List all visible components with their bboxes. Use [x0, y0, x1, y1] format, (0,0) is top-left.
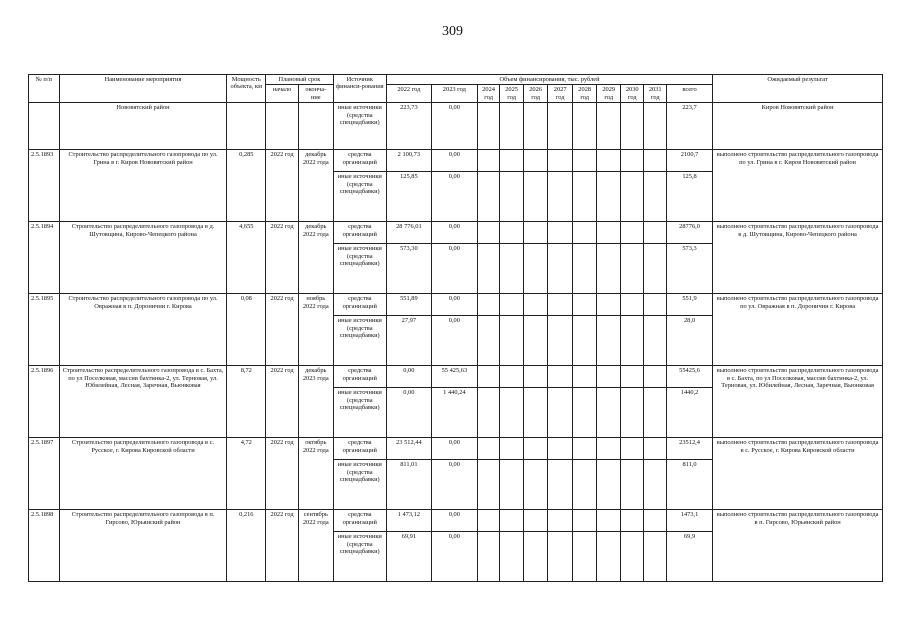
header-start: начало [266, 85, 299, 103]
cell-year [620, 222, 644, 244]
cell-year [477, 222, 499, 244]
cell-y2022: 27,97 [386, 316, 431, 366]
table-row [29, 294, 883, 316]
cell-y2023: 0,00 [431, 244, 477, 294]
cell-year [620, 244, 644, 294]
cell-year [523, 103, 548, 150]
cell-total: 811,0 [666, 460, 712, 510]
cell-year [500, 438, 524, 460]
cell-total: 573,3 [666, 244, 712, 294]
cell-year [620, 388, 644, 438]
cell-year [500, 532, 524, 582]
cell-y2022: 0,00 [386, 388, 431, 438]
header-year: 2030 год [620, 85, 644, 103]
cell-capacity: 8,72 [227, 366, 266, 438]
cell-year [477, 388, 499, 438]
header-capacity: Мощность объекта, км [227, 75, 266, 103]
cell-source: средства организаций [333, 366, 386, 388]
cell-year [644, 366, 666, 388]
cell-name: Строительство распределительного газопровода по ул. Овражная в п. Доронични г. Кирова [59, 294, 227, 366]
cell-num: 2.5.1898 [29, 510, 60, 582]
cell-start: 2022 год [266, 510, 299, 582]
cell-year [597, 244, 621, 294]
cell-year [644, 388, 666, 438]
cell-start: 2022 год [266, 222, 299, 294]
cell-year [597, 150, 621, 172]
cell-end [298, 103, 333, 150]
cell-year [477, 103, 499, 150]
cell-year [572, 366, 597, 388]
cell-year [477, 532, 499, 582]
cell-capacity: 4,72 [227, 438, 266, 510]
cell-y2023: 0,00 [431, 150, 477, 172]
table-row [29, 222, 883, 244]
cell-total: 28,0 [666, 316, 712, 366]
cell-year [548, 460, 573, 510]
cell-y2022: 573,30 [386, 244, 431, 294]
header-year: 2031 год [644, 85, 666, 103]
cell-total: 125,8 [666, 172, 712, 222]
cell-year [523, 294, 548, 316]
cell-year [523, 388, 548, 438]
cell-year [597, 316, 621, 366]
header-end: оконча-ние [298, 85, 333, 103]
header-source: Источник финанси-рования [333, 75, 386, 103]
header-year: 2022 год [386, 85, 431, 103]
cell-year [644, 532, 666, 582]
cell-source: иные источники (средства спецнадбавки) [333, 460, 386, 510]
cell-capacity: 0,285 [227, 150, 266, 222]
header-year: 2023 год [431, 85, 477, 103]
cell-capacity: 0,08 [227, 294, 266, 366]
cell-year [523, 222, 548, 244]
cell-year [548, 438, 573, 460]
cell-y2022: 811,01 [386, 460, 431, 510]
cell-name: Строительство распределительного газопровода в с. Русское, г. Кирова Кировской области [59, 438, 227, 510]
cell-year [500, 460, 524, 510]
cell-source: средства организаций [333, 510, 386, 532]
cell-year [620, 150, 644, 172]
cell-year [620, 316, 644, 366]
cell-total: 1473,1 [666, 510, 712, 532]
header-num: № п/п [29, 75, 60, 103]
cell-year [644, 244, 666, 294]
cell-num: 2.5.1897 [29, 438, 60, 510]
header-planned-term: Плановый срок [266, 75, 334, 85]
cell-y2023: 0,00 [431, 172, 477, 222]
cell-year [548, 316, 573, 366]
cell-year [548, 532, 573, 582]
cell-year [548, 294, 573, 316]
cell-year [644, 103, 666, 150]
funding-table [28, 74, 883, 582]
cell-y2022: 1 473,12 [386, 510, 431, 532]
cell-year [620, 103, 644, 150]
cell-num: 2.5.1896 [29, 366, 60, 438]
header-year: 2024 год [477, 85, 499, 103]
cell-start [266, 103, 299, 150]
cell-result: выполнено строительство распределительного газопровода по ул. Овражная в п. Доронични г. Кирова [713, 294, 883, 366]
cell-start: 2022 год [266, 366, 299, 438]
cell-year [477, 510, 499, 532]
cell-year [597, 172, 621, 222]
cell-year [548, 366, 573, 388]
cell-y2023: 0,00 [431, 438, 477, 460]
cell-year [500, 244, 524, 294]
cell-year [548, 103, 573, 150]
cell-year [572, 438, 597, 460]
cell-year [572, 532, 597, 582]
cell-y2023: 0,00 [431, 510, 477, 532]
cell-source: средства организаций [333, 150, 386, 172]
header-year: 2026 год [523, 85, 548, 103]
header-year: 2029 год [597, 85, 621, 103]
table-row [29, 438, 883, 460]
cell-result: выполнено строительство распределительного газопровода в п. Гирсово, Юрьянский район [713, 510, 883, 582]
cell-year [477, 150, 499, 172]
header-result: Ожидаемый результат [713, 75, 883, 103]
cell-result: выполнено строительство распределительного газопровода в с. Бахта, по ул Поселковая, массив бахтинка-2, ул. Терновая, ул. Юбилейная, Лесная, Заречная, Вьюнковая [713, 366, 883, 438]
cell-year [477, 172, 499, 222]
cell-y2023: 0,00 [431, 222, 477, 244]
cell-y2022: 125,85 [386, 172, 431, 222]
cell-year [548, 222, 573, 244]
cell-total: 23512,4 [666, 438, 712, 460]
cell-name: Строительство распределительного газопровода в д. Шутовщина, Кирово-Чепецкого района [59, 222, 227, 294]
cell-year [572, 150, 597, 172]
cell-year [572, 460, 597, 510]
cell-year [597, 460, 621, 510]
cell-year [523, 438, 548, 460]
cell-total: 28776,0 [666, 222, 712, 244]
cell-end: сентябрь 2022 года [298, 510, 333, 582]
cell-y2023: 0,00 [431, 294, 477, 316]
cell-result: выполнено строительство распределительного газопровода в с. Русское, г. Кирова Кировской области [713, 438, 883, 510]
table-body [29, 103, 883, 582]
cell-total: 69,9 [666, 532, 712, 582]
cell-year [523, 366, 548, 388]
cell-year [572, 316, 597, 366]
cell-year [597, 366, 621, 388]
cell-start: 2022 год [266, 150, 299, 222]
header-year: 2025 год [500, 85, 524, 103]
cell-y2022: 23 512,44 [386, 438, 431, 460]
cell-year [572, 222, 597, 244]
cell-total: 551,9 [666, 294, 712, 316]
cell-start: 2022 год [266, 438, 299, 510]
cell-source: иные источники (средства спецнадбавки) [333, 532, 386, 582]
cell-y2022: 69,91 [386, 532, 431, 582]
cell-year [477, 438, 499, 460]
cell-year [523, 460, 548, 510]
cell-y2022: 223,73 [386, 103, 431, 150]
cell-total: 223,7 [666, 103, 712, 150]
cell-name: Строительство распределительного газопровода по ул. Грина в г. Киров Нововятский район [59, 150, 227, 222]
cell-result: Киров Нововятский район [713, 103, 883, 150]
cell-year [477, 366, 499, 388]
cell-year [597, 103, 621, 150]
cell-y2022: 551,89 [386, 294, 431, 316]
cell-year [597, 532, 621, 582]
cell-y2022: 28 776,01 [386, 222, 431, 244]
cell-year [548, 510, 573, 532]
cell-year [523, 244, 548, 294]
cell-year [644, 510, 666, 532]
header-total: всего [666, 85, 712, 103]
cell-year [620, 532, 644, 582]
cell-year [523, 532, 548, 582]
cell-capacity: 0,216 [227, 510, 266, 582]
cell-total: 1440,2 [666, 388, 712, 438]
cell-result: выполнено строительство распределительного газопровода в д. Шутовщина, Кирово-Чепецкого района [713, 222, 883, 294]
cell-year [500, 103, 524, 150]
cell-year [477, 244, 499, 294]
cell-year [572, 103, 597, 150]
page-number: 309 [442, 24, 463, 39]
cell-start: 2022 год [266, 294, 299, 366]
cell-source: иные источники (средства спецнадбавки) [333, 316, 386, 366]
cell-year [597, 438, 621, 460]
cell-name: Строительство распределительного газопровода в п. Гирсово, Юрьянский район [59, 510, 227, 582]
cell-year [644, 150, 666, 172]
cell-year [572, 510, 597, 532]
cell-end: декабрь 2023 года [298, 366, 333, 438]
cell-end: декабрь 2022 года [298, 150, 333, 222]
cell-year [644, 222, 666, 244]
cell-y2022: 0,00 [386, 366, 431, 388]
cell-source: средства организаций [333, 222, 386, 244]
cell-name: Строительство распределительного газопровода в с. Бахта, по ул Поселковая, массив бахтинка-2, ул. Терновая, ул. Юбилейная, Лесная, Заречная, Вьюнковая [59, 366, 227, 438]
cell-source: иные источники (средства спецнадбавки) [333, 244, 386, 294]
cell-year [500, 366, 524, 388]
cell-year [500, 294, 524, 316]
table-header [29, 75, 883, 103]
cell-name: Нововятский район [59, 103, 227, 150]
cell-year [548, 244, 573, 294]
cell-y2023: 0,00 [431, 316, 477, 366]
cell-y2022: 2 100,73 [386, 150, 431, 172]
header-year: 2027 год [548, 85, 573, 103]
cell-year [620, 460, 644, 510]
cell-year [500, 172, 524, 222]
cell-capacity: 4,655 [227, 222, 266, 294]
table-row [29, 366, 883, 388]
cell-year [597, 388, 621, 438]
cell-capacity [227, 103, 266, 150]
cell-year [644, 460, 666, 510]
cell-year [620, 366, 644, 388]
cell-year [644, 172, 666, 222]
cell-source: средства организаций [333, 294, 386, 316]
cell-year [644, 438, 666, 460]
header-year: 2028 год [572, 85, 597, 103]
cell-num: 2.5.1893 [29, 150, 60, 222]
cell-year [644, 316, 666, 366]
cell-year [548, 150, 573, 172]
cell-year [523, 510, 548, 532]
cell-end: декабрь 2022 года [298, 222, 333, 294]
cell-total: 2100,7 [666, 150, 712, 172]
cell-year [620, 438, 644, 460]
cell-result: выполнено строительство распределительного газопровода по ул. Грина в г. Киров Нововятский район [713, 150, 883, 222]
cell-year [500, 388, 524, 438]
cell-year [548, 172, 573, 222]
cell-year [597, 294, 621, 316]
cell-year [477, 316, 499, 366]
cell-year [500, 222, 524, 244]
cell-year [572, 294, 597, 316]
cell-year [523, 316, 548, 366]
table-row [29, 150, 883, 172]
cell-source: иные источники (средства спецнадбавки) [333, 172, 386, 222]
cell-year [644, 294, 666, 316]
cell-source: иные источники (средства спецнадбавки) [333, 388, 386, 438]
cell-year [477, 460, 499, 510]
header-funding: Объем финансирования, тыс. рублей [386, 75, 712, 85]
cell-year [620, 294, 644, 316]
cell-year [500, 316, 524, 366]
cell-year [548, 388, 573, 438]
cell-y2023: 1 440,24 [431, 388, 477, 438]
cell-year [523, 150, 548, 172]
cell-year [572, 244, 597, 294]
cell-year [523, 172, 548, 222]
cell-year [572, 388, 597, 438]
cell-y2023: 55 425,63 [431, 366, 477, 388]
cell-source: иные источники (средства спецнадбавки) [333, 103, 386, 150]
cell-y2023: 0,00 [431, 103, 477, 150]
cell-num: 2.5.1895 [29, 294, 60, 366]
table-row [29, 103, 883, 150]
table-row [29, 510, 883, 532]
cell-y2023: 0,00 [431, 532, 477, 582]
cell-year [500, 150, 524, 172]
cell-year [597, 222, 621, 244]
cell-year [572, 172, 597, 222]
cell-end: ноябрь 2022 года [298, 294, 333, 366]
cell-year [620, 510, 644, 532]
cell-end: октябрь 2022 года [298, 438, 333, 510]
cell-total: 55425,6 [666, 366, 712, 388]
header-name: Наименование мероприятия [59, 75, 227, 103]
cell-source: средства организаций [333, 438, 386, 460]
cell-num [29, 103, 60, 150]
cell-year [500, 510, 524, 532]
cell-year [620, 172, 644, 222]
cell-year [597, 510, 621, 532]
cell-num: 2.5.1894 [29, 222, 60, 294]
cell-y2023: 0,00 [431, 460, 477, 510]
cell-year [477, 294, 499, 316]
